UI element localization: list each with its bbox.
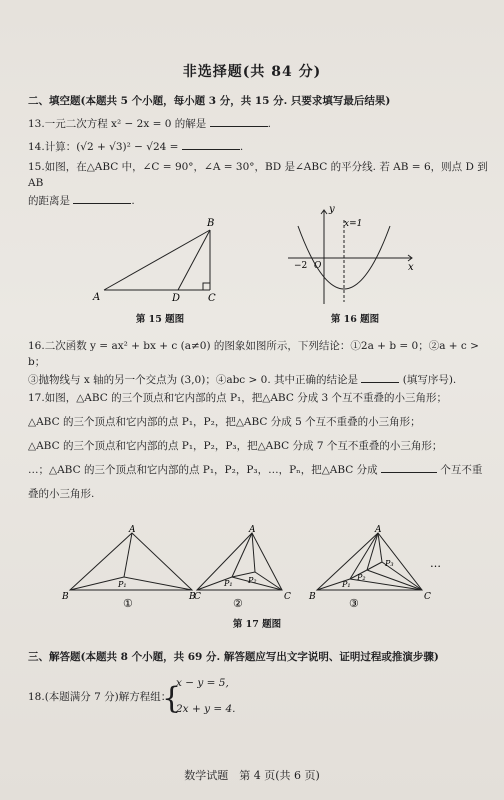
- q16-line2-suffix: (填写序号).: [402, 373, 457, 386]
- q13-answer-blank[interactable]: [210, 115, 268, 127]
- label-x-equals-1: x=1: [344, 219, 363, 229]
- figure-16: [280, 200, 430, 312]
- t3-label-p2: P₂: [357, 573, 366, 582]
- figure-17: [52, 525, 492, 613]
- q17-line5: 叠的小三角形.: [28, 488, 95, 500]
- caption-fig16: 第 16 题图: [330, 314, 380, 325]
- label-x: x: [408, 262, 414, 273]
- t1-label-b: B: [62, 592, 69, 602]
- right-angle-mark: [203, 283, 210, 290]
- label-a: A: [93, 292, 101, 303]
- q16-line1: 16.二次函数 y = ax² + bx + c (a≠0) 的图象如图所示，下列结论：①2a + b = 0；②a + c > b；: [28, 340, 479, 368]
- q14-prefix: 14.计算：: [28, 141, 77, 153]
- q14-answer-blank[interactable]: [182, 138, 240, 150]
- t1-segment-bp1: [70, 577, 124, 590]
- q17-line1: 17.如图，△ABC 的三个顶点和它内部的点 P₁，把△ABC 分成 3 个互不重叠的小三角形；: [28, 392, 448, 404]
- page-title: 非选择题(共 84 分): [182, 64, 322, 80]
- question-15: 15.如图，在△ABC 中，∠C = 90°，∠A = 30°，BD 是∠ABC 的平分线. 若 AB = 6，则点 D 到 AB 的距离是 .: [28, 161, 488, 207]
- t2-segment-ap1: [232, 533, 252, 577]
- t1-label-a: A: [129, 525, 136, 535]
- triangle-1: [70, 533, 192, 590]
- label-b: B: [207, 218, 215, 229]
- question-18: [28, 677, 488, 728]
- t2-segment-cp1: [232, 577, 282, 590]
- t1-segment-cp1: [124, 577, 192, 590]
- q15-answer-blank[interactable]: [73, 192, 131, 204]
- q17-line2: △ABC 的三个顶点和它内部的点 P₁，P₂，把△ABC 分成 5 个互不重叠的小三角形；: [28, 416, 421, 428]
- q18-text: 18.(本题满分 7 分)解方程组：: [28, 691, 172, 703]
- q16-line2: ③抛物线与 x 轴的另一个交点为 (3,0)；④abc > 0. 其中正确的结论是: [28, 373, 359, 386]
- q17-answer-blank[interactable]: [381, 461, 437, 473]
- t2-label-p2: P₂: [248, 576, 257, 585]
- fig17-label-1: ①: [123, 597, 133, 610]
- t3-label-b: B: [309, 592, 316, 602]
- fig17-ellipsis: …: [430, 557, 441, 570]
- q14-expression: (√2 + √3)² − √24 =: [76, 141, 179, 153]
- section-3-header: 三、解答题(本题共 8 个小题，共 69 分. 解答题应写出文字说明、证明过程或推演步骤): [28, 651, 439, 663]
- equation-brace: {: [162, 681, 182, 716]
- q16-answer-blank[interactable]: [361, 371, 399, 383]
- q17-line4: …；△ABC 的三个顶点和它内部的点 P₁，P₂，P₃，…，Pₙ，把△ABC 分成: [28, 464, 378, 476]
- fig17-label-3: ③: [349, 597, 359, 610]
- t3-label-a: A: [375, 525, 382, 535]
- label-neg2: −2: [294, 261, 308, 271]
- label-d: D: [172, 293, 181, 304]
- t3-label-c: C: [424, 592, 431, 602]
- section-2-header: 二、填空题(本题共 5 个小题，每小题 3 分，共 15 分. 只要求填写最后结果): [28, 95, 391, 107]
- q18-equation-1: x − y = 5,: [176, 677, 229, 689]
- t3-label-p1: P₁: [342, 580, 351, 589]
- q18-equation-2: 2x + y = 4.: [176, 703, 236, 715]
- caption-fig15: 第 15 题图: [135, 314, 185, 325]
- question-16: [28, 339, 488, 388]
- t2-label-a: A: [249, 525, 256, 535]
- t2-label-b: B: [189, 592, 196, 602]
- question-13: 13.一元二次方程 x² − 2x = 0 的解是 .: [28, 115, 488, 133]
- label-origin: O: [314, 261, 322, 271]
- t2-label-c: C: [284, 592, 291, 602]
- figure-15: [90, 212, 230, 307]
- label-c: C: [208, 293, 216, 304]
- q15-line1: 15.如图，在△ABC 中，∠C = 90°，∠A = 30°，BD 是∠ABC 的平分线. 若 AB = 6，则点 D 到 AB: [28, 161, 488, 189]
- t2-segment-cp2: [255, 572, 282, 590]
- q17-line4-suffix: 个互不重: [440, 464, 483, 476]
- page-footer: 数学试题 第 4 页(共 6 页): [184, 769, 320, 782]
- fig17-label-2: ②: [233, 597, 243, 610]
- q17-line3: △ABC 的三个顶点和它内部的点 P₁，P₂，P₃，把△ABC 分成 7 个互不重叠的小三角形；: [28, 440, 443, 452]
- caption-fig17: 第 17 题图: [232, 619, 282, 630]
- q15-line2: 的距离是: [28, 194, 70, 207]
- t1-label-c: C: [194, 592, 201, 602]
- t3-label-p3: P₃: [385, 559, 394, 568]
- t2-label-p1: P₁: [224, 579, 233, 588]
- t1-label-p1: P₁: [118, 580, 127, 589]
- label-y: y: [329, 204, 335, 215]
- question-14: 14.计算：(√2 + √3)² − √24 = .: [28, 138, 488, 156]
- question-17: [28, 386, 488, 506]
- q13-text: 13.一元二次方程 x² − 2x = 0 的解是: [28, 118, 207, 130]
